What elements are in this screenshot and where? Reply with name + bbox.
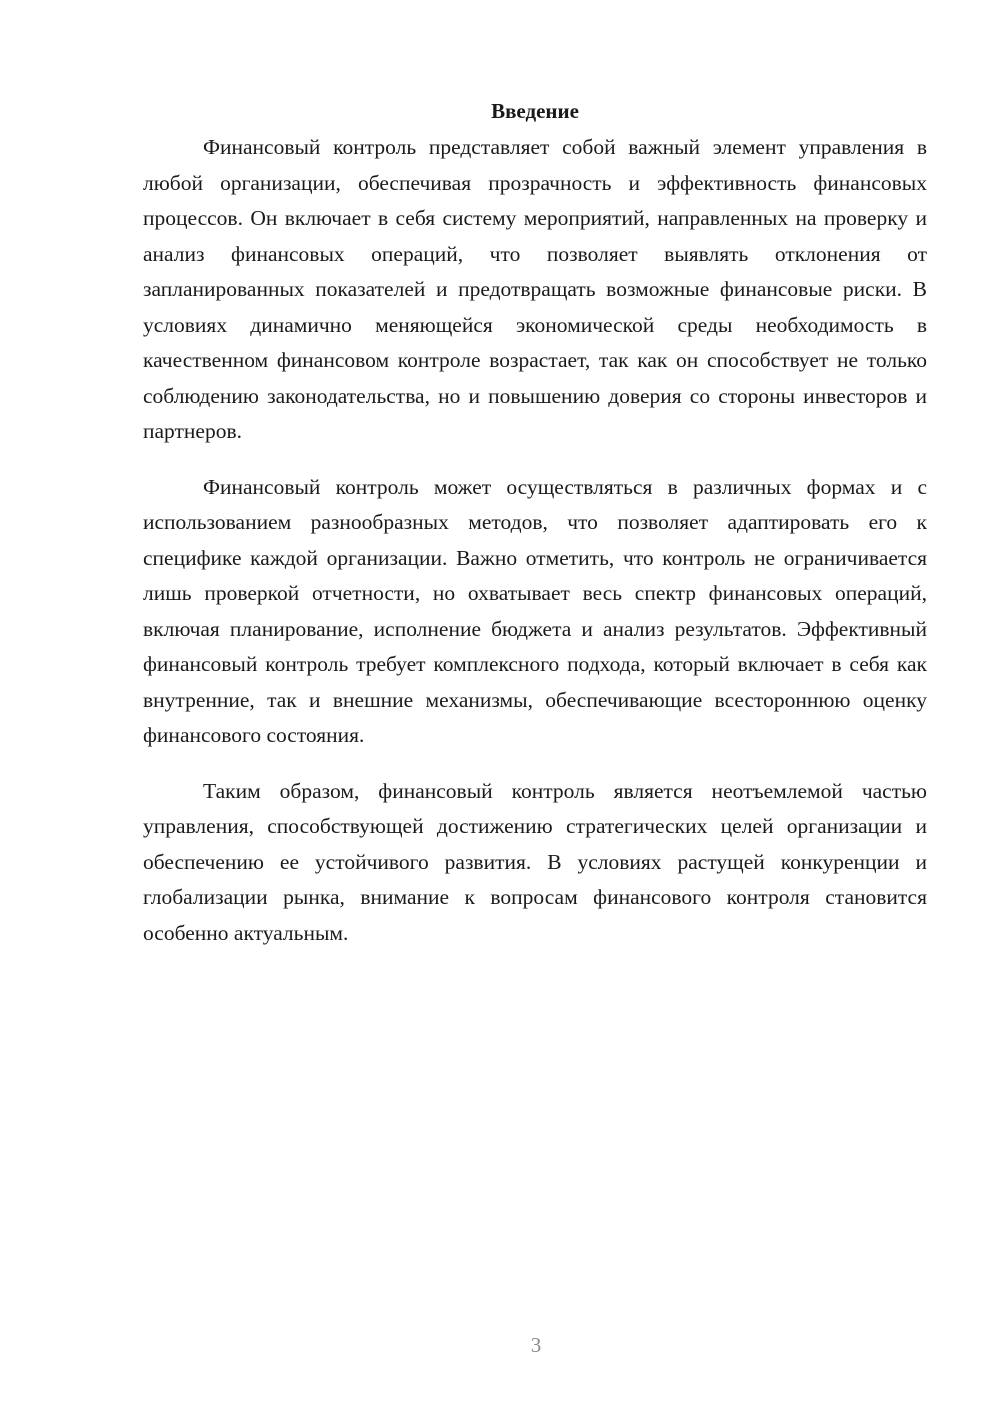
page-content bbox=[143, 96, 927, 971]
section-title: Введение bbox=[491, 99, 579, 123]
paragraph-2: Финансовый контроль может осуществляться в различных формах и с использованием разнообразных методов, что позволяет адаптировать его к специфике каждой организации. Важно отметить, что контроль не ограничивается лишь проверкой отчетности, но охватывает весь спектр финансовых операций, включая планирование, исполнение бюджета и анализ результатов. Эффективный финансовый контроль требует комплексного подхода, который включает в себя как внутренние, так и внешние механизмы, обеспечивающие всестороннюю оценку финансового состояния. bbox=[143, 474, 927, 747]
page-number: 3 bbox=[530, 1333, 542, 1357]
paragraph-1: Финансовый контроль представляет собой важный элемент управления в любой организации, обеспечивая прозрачность и эффективность финансовых процессов. Он включает в себя систему мероприятий, направленных на проверку и анализ финансовых операций, что позволяет выявлять отклонения от запланированных показателей и предотвращать возможные финансовые риски. В условиях динамично меняющейся экономической среды необходимость в качественном финансовом контроле возрастает, так как он способствует не только соблюдению законодательства, но и повышению доверия со стороны инвесторов и партнеров. bbox=[143, 135, 927, 443]
paragraph-3: Таким образом, финансовый контроль является неотъемлемой частью управления, способствующей достижению стратегических целей организации и обеспечению ее устойчивого развития. В условиях растущей конкуренции и глобализации рынка, внимание к вопросам финансового контроля становится особенно актуальным. bbox=[143, 778, 927, 945]
